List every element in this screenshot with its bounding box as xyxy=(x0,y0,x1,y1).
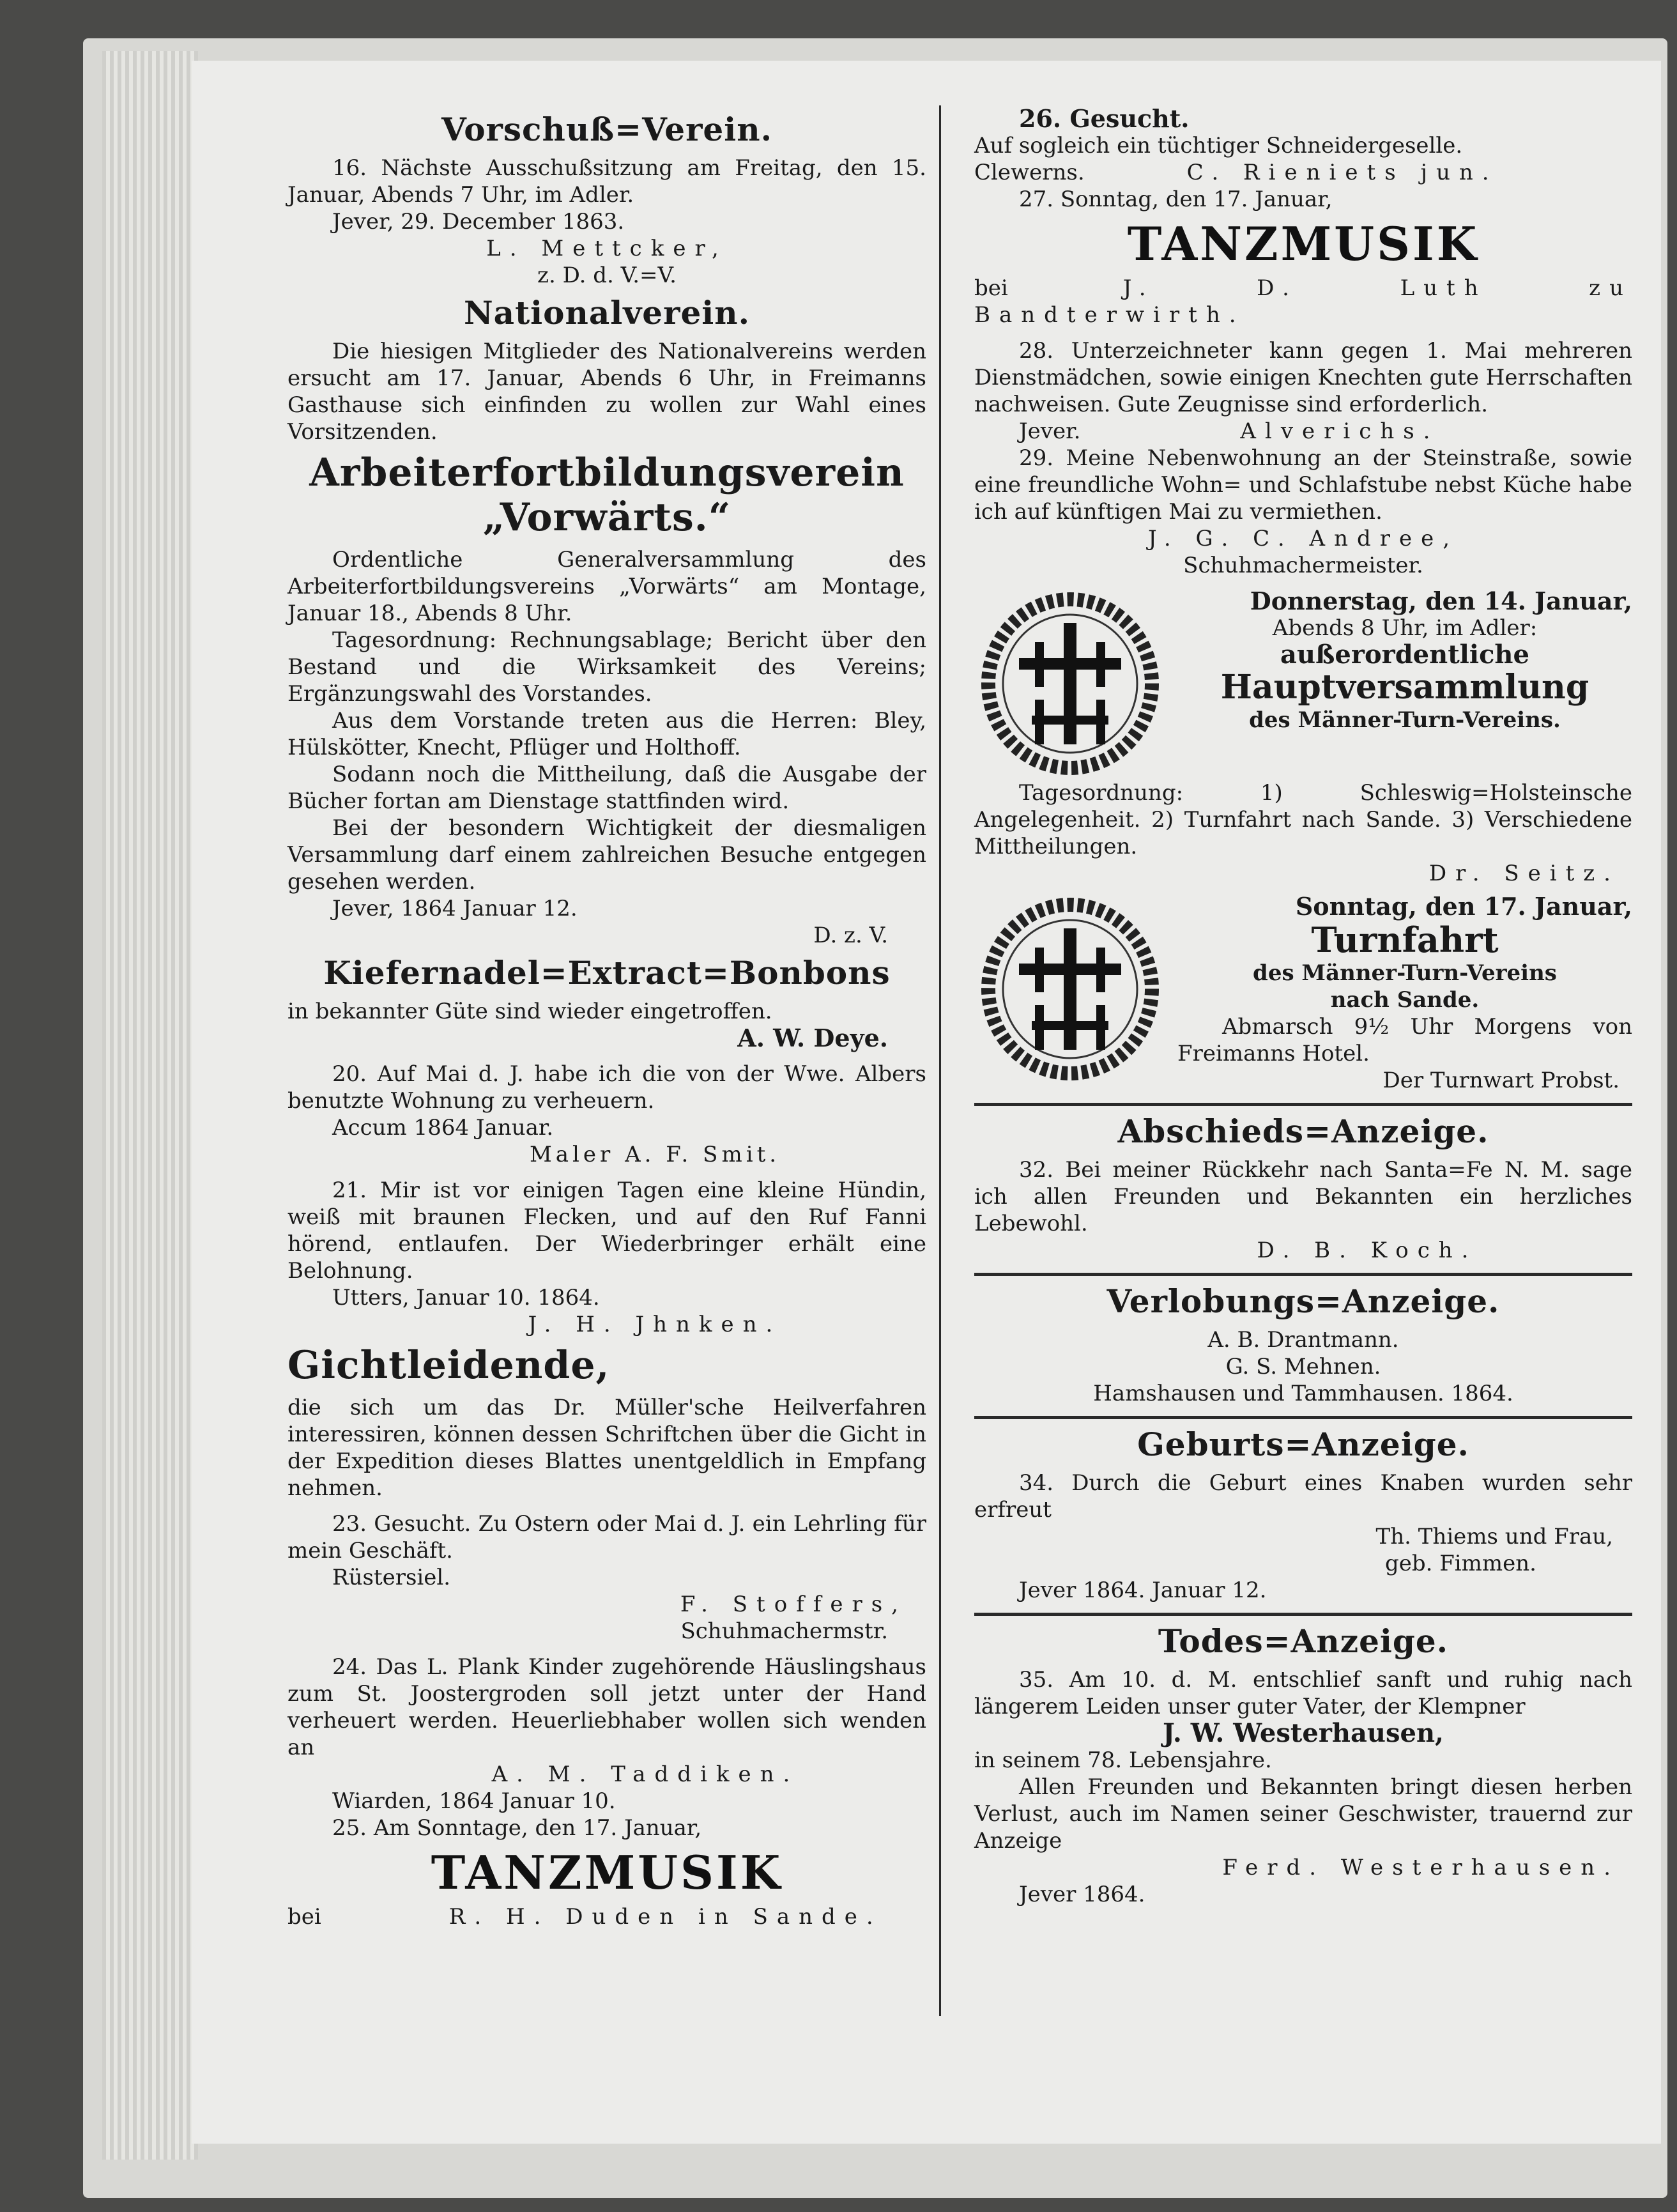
vorschuss-title: Vorschuß=Verein. xyxy=(441,111,772,148)
wreath-cross-icon xyxy=(974,893,1166,1085)
todes-p2: Allen Freunden und Bekannten bringt diesen herben Verlust, auch im Namen seiner Geschwister, trauernd zur Anzeige xyxy=(974,1774,1632,1854)
gicht-body: die sich um das Dr. Müller'sche Heilverfahren interessiren, können dessen Schriftchen über die Gicht in der Expedition dieses Blattes unentgeldlich in Empfang nehmen. xyxy=(287,1395,926,1501)
section-rule xyxy=(974,1613,1632,1616)
notice20-place: Accum 1864 Januar. xyxy=(332,1115,554,1141)
turn1-body: Tagesordnung: 1) Schleswig=Holsteinsche Angelegenheit. 2) Turnfahrt nach Sande. 3) Verschiedene Mittheilungen. xyxy=(974,780,1632,859)
national-body: Die hiesigen Mitglieder des Nationalvereins werden ersucht am 17. Januar, Abends 6 Uhr, in Freimanns Gasthause sich einfinden zu wollen zur Wahl eines Vorsitzenden. xyxy=(287,339,926,445)
section-rule xyxy=(974,1273,1632,1276)
right-column xyxy=(974,105,1632,1908)
turn1-date: Donnerstag, den 14. Januar, xyxy=(1250,588,1632,615)
abschied-sign: D. B. Koch. xyxy=(1257,1238,1478,1263)
notice23-sign2: Schuhmachermstr. xyxy=(680,1618,888,1644)
todes-name: J. W. Westerhausen, xyxy=(1163,1718,1444,1748)
section-rule xyxy=(974,1416,1632,1419)
notice26-place: Clewerns. xyxy=(974,160,1085,185)
section-rule xyxy=(974,1103,1632,1106)
notice24-sign: A. M. Taddiken. xyxy=(491,1762,799,1787)
notice26-title: 26. Gesucht. xyxy=(1019,104,1190,133)
geburt-title: Geburts=Anzeige. xyxy=(1137,1425,1469,1463)
notice20-body: 20. Auf Mai d. J. habe ich die von der Wwe. Albers benutzte Wohnung zu verheuern. xyxy=(287,1061,926,1114)
notice25-body: 25. Am Sonntage, den 17. Januar, xyxy=(332,1815,702,1841)
notice26-body: Auf sogleich ein tüchtiger Schneidergeselle. xyxy=(974,133,1463,158)
todes-sign: Ferd. Westerhausen. xyxy=(1222,1855,1620,1880)
notice29-sign1: J. G. C. Andree, xyxy=(1147,526,1459,551)
notice23-sign1: F. Stoffers, xyxy=(680,1592,907,1617)
turnverein-emblem-2 xyxy=(974,893,1166,1085)
todes-age: in seinem 78. Lebensjahre. xyxy=(974,1747,1272,1773)
verlob-title: Verlobungs=Anzeige. xyxy=(1107,1282,1500,1320)
turn1-block xyxy=(974,588,1632,780)
notice23-place: Rüstersiel. xyxy=(332,1565,451,1590)
abschied-body: 32. Bei meiner Rückkehr nach Santa=Fe N. M. sage ich allen Freunden und Bekannten ein herzliches Lebewohl. xyxy=(974,1157,1632,1236)
notice23-body: 23. Gesucht. Zu Ostern oder Mai d. J. ein Lehrling für mein Geschäft. xyxy=(287,1511,926,1563)
turn1-title2: Hauptversammlung xyxy=(1220,668,1589,707)
notice20-sign: Maler A. F. Smit. xyxy=(529,1142,781,1167)
vorschuss-body: 16. Nächste Ausschußsitzung am Freitag, den 15. Januar, Abends 7 Uhr, im Adler. xyxy=(287,155,926,208)
notice25-tanzmusik: TANZMUSIK xyxy=(431,1845,783,1900)
geburt-sign2: geb. Fimmen. xyxy=(1384,1551,1536,1576)
notice28-sign: Alverichs. xyxy=(1240,419,1439,444)
notice21-sign: J. H. Jhnken. xyxy=(528,1312,782,1337)
vorschuss-place: Jever, 29. December 1863. xyxy=(332,209,625,234)
notice27-body: 27. Sonntag, den 17. Januar, xyxy=(1019,187,1333,212)
notice24-body: 24. Das L. Plank Kinder zugehörende Häuslingshaus zum St. Joostergroden soll jetzt unter der Hand verheuert werden. Heuerliebhaber wollen sich wenden an xyxy=(287,1654,926,1760)
notice21-body: 21. Mir ist vor einigen Tagen eine kleine Hündin, weiß mit braunen Flecken, und auf den Ruf Fanni hörend, entlaufen. Der Wiederbringer erhält eine Belohnung. xyxy=(287,1178,926,1284)
notice28-place: Jever. xyxy=(1019,419,1081,444)
turn2-body: Abmarsch 9½ Uhr Morgens von Freimanns Hotel. xyxy=(1177,1014,1632,1066)
arbeiter-p1: Ordentliche Generalversammlung des Arbeiterfortbildungsvereins „Vorwärts“ am Montage, Januar 18., Abends 8 Uhr. xyxy=(287,547,926,626)
geburt-place: Jever 1864. Januar 12. xyxy=(1019,1578,1267,1603)
verlob-place: Hamshausen und Tammhausen. 1864. xyxy=(1093,1381,1513,1406)
turn1-title1: außerordentliche xyxy=(1280,640,1529,670)
kiefer-title: Kiefernadel=Extract=Bonbons xyxy=(323,954,891,992)
vorschuss-sign1: L. Mettcker, xyxy=(486,236,728,261)
turn2-title2: des Männer-Turn-Vereins xyxy=(1253,960,1557,986)
gicht-title: Gichtleidende, xyxy=(287,1343,610,1388)
notice24-place: Wiarden, 1864 Januar 10. xyxy=(332,1788,616,1814)
arbeiter-p5: Bei der besondern Wichtigkeit der diesmaligen Versammlung darf einem zahlreichen Besuche entgegen gesehen werden. xyxy=(287,815,926,895)
notice29-sign2: Schuhmachermeister. xyxy=(1183,553,1423,578)
newspaper-page xyxy=(192,61,1661,2144)
turn2-date: Sonntag, den 17. Januar, xyxy=(1295,893,1632,921)
turn2-block xyxy=(974,893,1632,1094)
verlob-name2: G. S. Mehnen. xyxy=(1225,1354,1381,1379)
turn2-title1: Turnfahrt xyxy=(1311,919,1499,960)
verlob-name1: A. B. Drantmann. xyxy=(1207,1327,1399,1353)
notice27-bei: bei xyxy=(974,275,1008,301)
turn2-title3: nach Sande. xyxy=(1330,987,1480,1013)
kiefer-body: in bekannter Güte sind wieder eingetroffen. xyxy=(287,999,772,1024)
national-title: Nationalverein. xyxy=(463,294,751,332)
todes-place: Jever 1864. xyxy=(1019,1882,1145,1907)
turn2-sign: Der Turnwart Probst. xyxy=(1382,1068,1620,1093)
turn1-title3: des Männer-Turn-Vereins. xyxy=(1249,707,1561,733)
wreath-cross-icon xyxy=(974,588,1166,780)
turn1-time: Abends 8 Uhr, im Adler: xyxy=(1272,615,1538,641)
notice27-tanzmusik: TANZMUSIK xyxy=(1127,217,1480,271)
notice29-body: 29. Meine Nebenwohnung an der Steinstraße, sowie eine freundliche Wohn= und Schlafstube nebst Küche habe ich auf künftigen Mai zu vermiethen. xyxy=(974,445,1632,525)
turn1-sign: Dr. Seitz. xyxy=(1428,861,1620,886)
arbeiter-title2: „Vorwärts.“ xyxy=(482,495,731,540)
arbeiter-p4: Sodann noch die Mittheilung, daß die Ausgabe der Bücher fortan am Dienstage stattfinden wird. xyxy=(287,762,926,814)
arbeiter-place: Jever, 1864 Januar 12. xyxy=(332,896,578,921)
arbeiter-sign: D. z. V. xyxy=(813,923,888,948)
arbeiter-p2: Tagesordnung: Rechnungsablage; Bericht über den Bestand und die Wirksamkeit des Vereins; Ergänzungswahl des Vorstandes. xyxy=(287,627,926,707)
geburt-body: 34. Durch die Geburt eines Knaben wurden sehr erfreut xyxy=(974,1470,1632,1523)
notice26-sign: C. Rieniets jun. xyxy=(1186,160,1498,185)
kiefer-sign: A. W. Deye. xyxy=(737,1024,888,1052)
abschied-title: Abschieds=Anzeige. xyxy=(1117,1112,1489,1150)
page-edges xyxy=(102,51,198,2160)
arbeiter-title1: Arbeiterfortbildungsverein xyxy=(309,450,905,495)
todes-body: 35. Am 10. d. M. entschlief sanft und ruhig nach längerem Leiden unser guter Vater, der Klempner xyxy=(974,1667,1632,1719)
notice27-host: J. D. Luth zu Bandterwirth. xyxy=(974,275,1632,328)
turnverein-emblem-1 xyxy=(974,588,1166,780)
left-column xyxy=(287,105,926,1930)
column-divider xyxy=(939,105,941,2016)
notice28-body: 28. Unterzeichneter kann gegen 1. Mai mehreren Dienstmädchen, sowie einigen Knechten gute Herrschaften nachweisen. Gute Zeugnisse sind erforderlich. xyxy=(974,338,1632,417)
notice21-place: Utters, Januar 10. 1864. xyxy=(332,1285,600,1310)
geburt-sign1: Th. Thiems und Frau, xyxy=(1375,1524,1613,1549)
vorschuss-sign2: z. D. d. V.=V. xyxy=(537,263,677,288)
todes-title: Todes=Anzeige. xyxy=(1158,1622,1449,1660)
notice25-bei: bei xyxy=(287,1904,321,1930)
arbeiter-p3: Aus dem Vorstande treten aus die Herren: Bley, Hülskötter, Knecht, Pflüger und Holthoff. xyxy=(287,708,926,760)
notice25-host: R. H. Duden in Sande. xyxy=(448,1904,882,1930)
